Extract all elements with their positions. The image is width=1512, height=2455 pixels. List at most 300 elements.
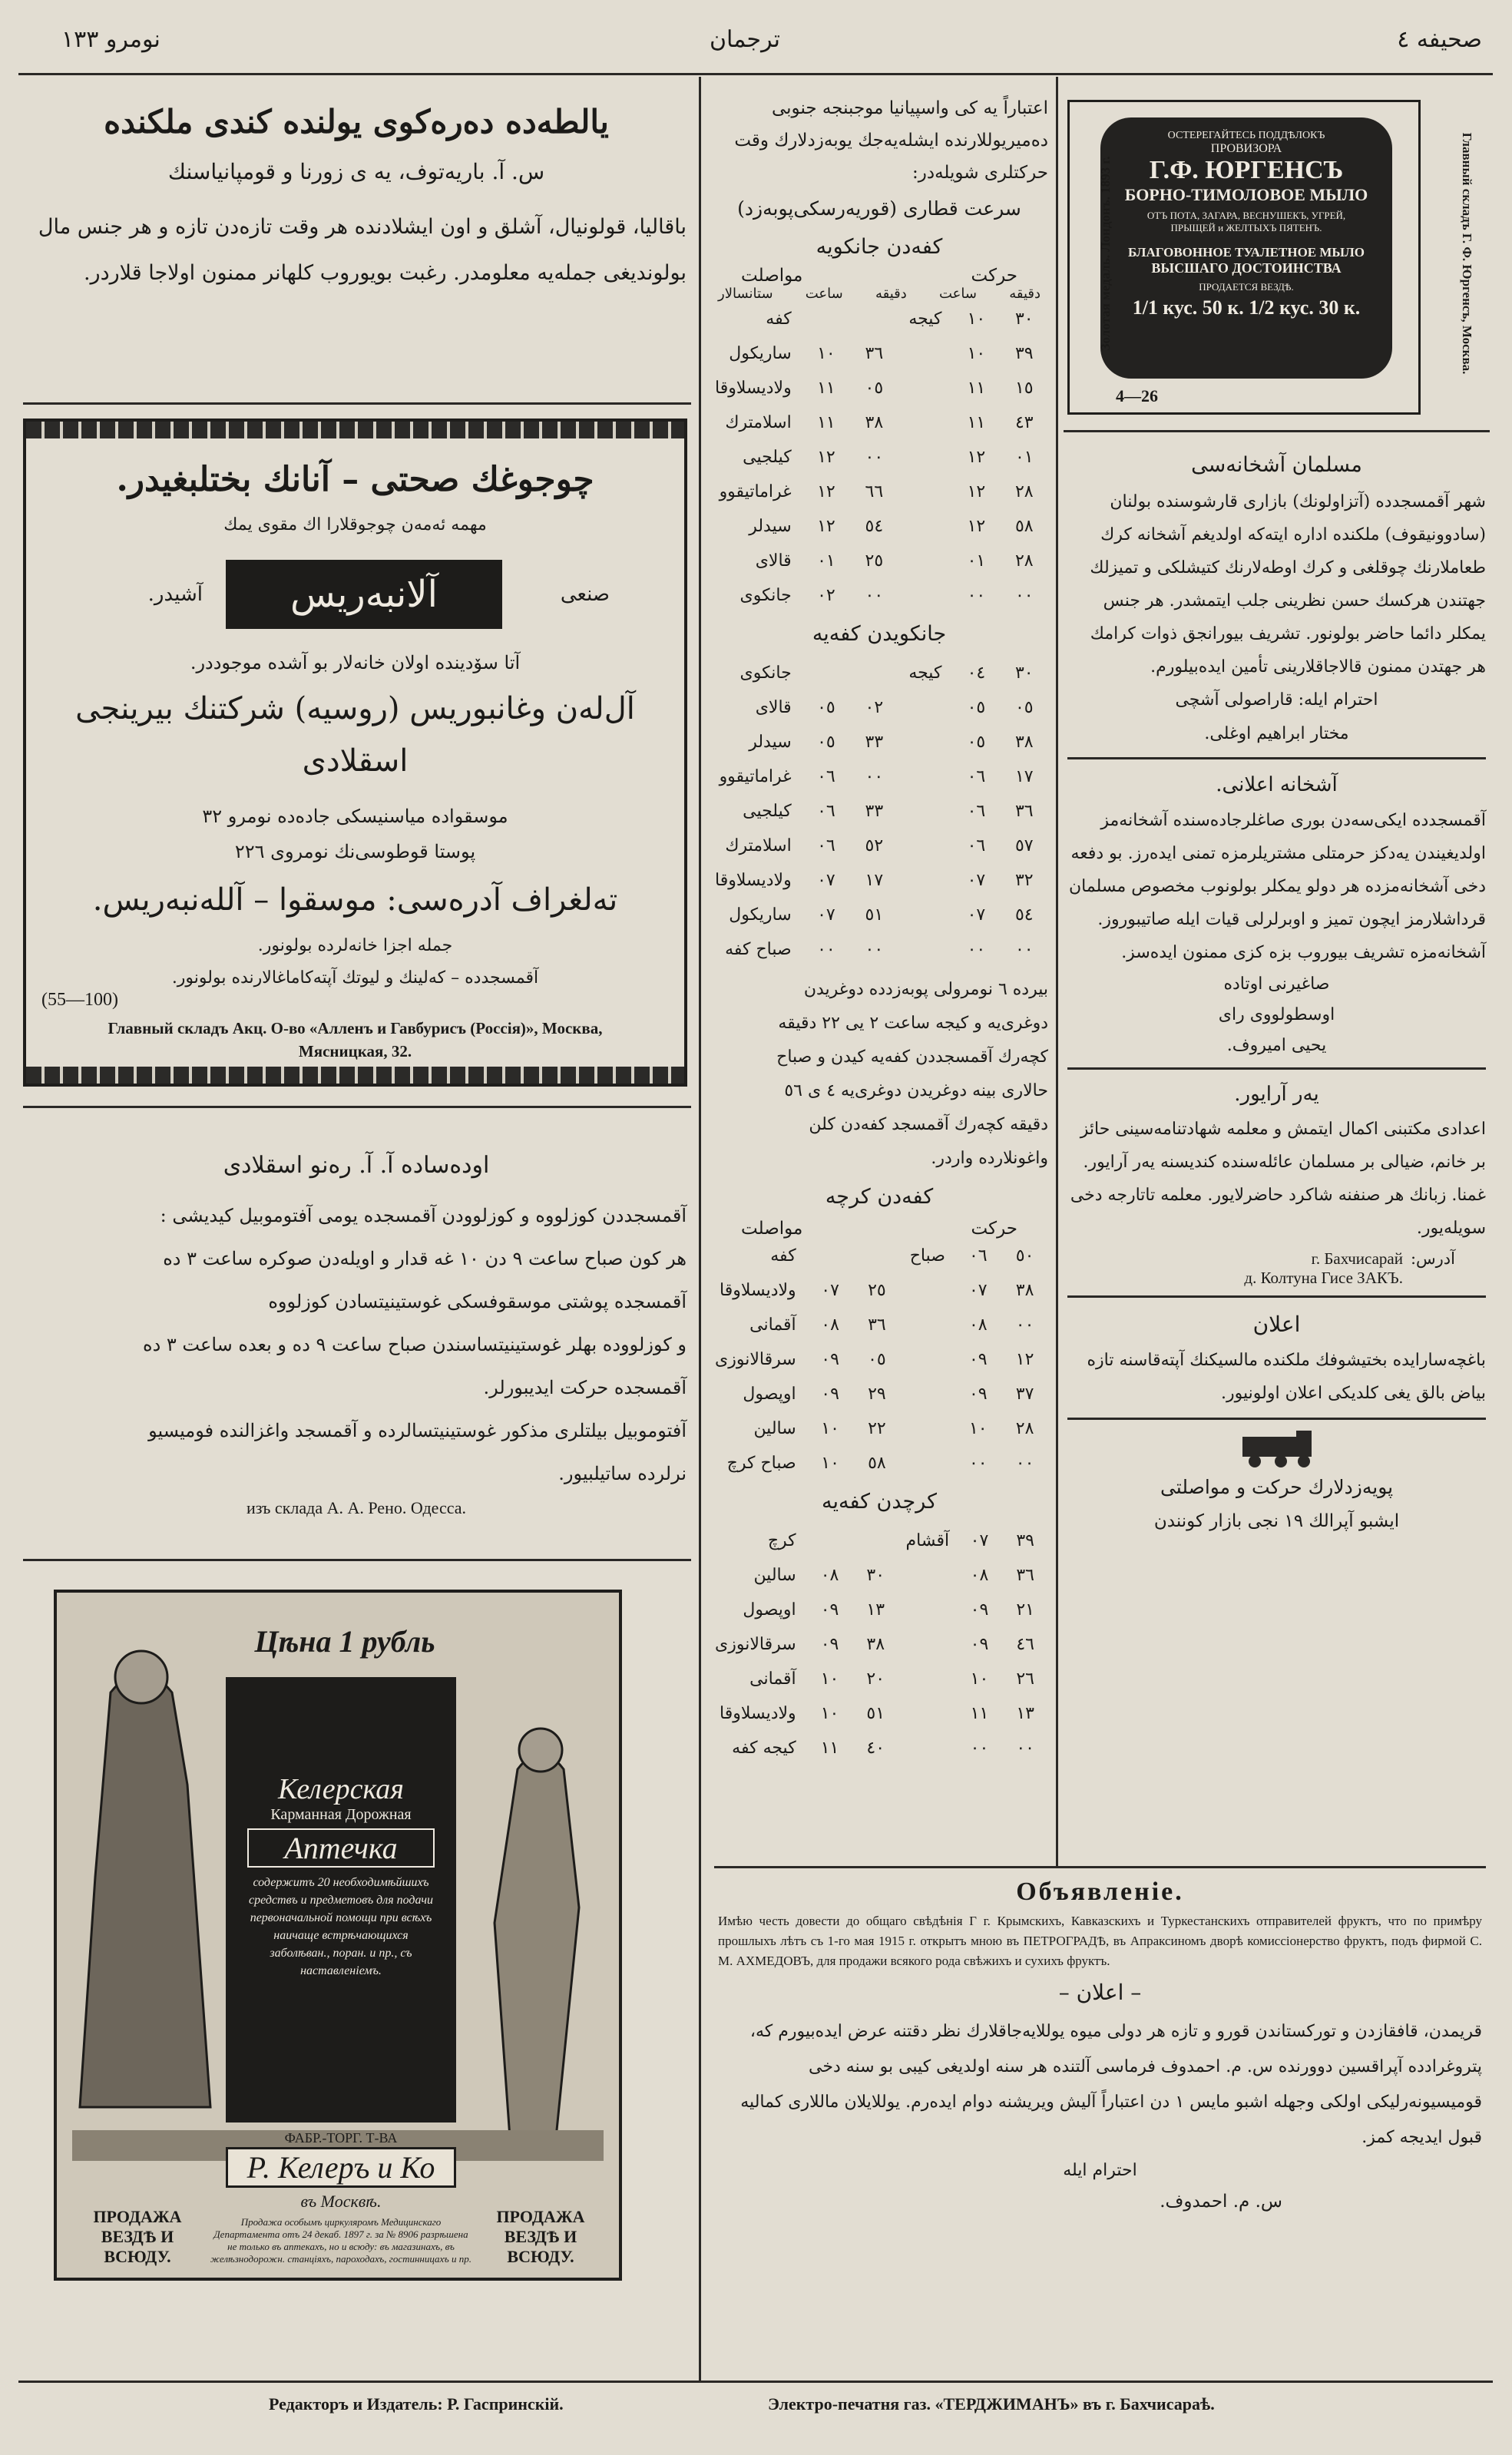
time-cell: ١٧ — [1014, 767, 1034, 786]
time-cell — [900, 1446, 955, 1481]
ahmedov-top-rule — [714, 1866, 1486, 1868]
paper-name: ترجمان — [710, 26, 780, 53]
allen-telegraph: ته‌لغراف آدره‌سى: موسقوا – آلله‌نبه‌ريس. — [92, 882, 618, 918]
table-row — [710, 1524, 1048, 1558]
time-cell: ١٢ — [967, 517, 986, 536]
time-cell: ٣٩ — [1016, 1531, 1034, 1550]
time-cell: ٠٠ — [1014, 940, 1034, 959]
time-cell: ٠٠ — [865, 767, 884, 786]
time-cell: ١١ — [967, 413, 986, 432]
restaurant2-sig2: اوسطولووى راى — [1218, 1005, 1335, 1024]
time-cell — [898, 440, 953, 475]
time-cell — [900, 1377, 955, 1411]
allen-line2-right: صنعى — [560, 583, 610, 606]
notice-title: اعلان — [1252, 1312, 1301, 1337]
allen-postbox: پوستا قوطوسى‌نك نومرو‌ى ٢٢٦ — [234, 841, 476, 862]
keller-banner: Цѣна 1 рубль — [254, 1624, 435, 1659]
time-cell: ٠٠ — [970, 1739, 989, 1758]
page-label: صحيفه ٤ — [1397, 26, 1482, 53]
teacher-addr2: д. Колтуна Гисе ЗАКЪ. — [1244, 1269, 1403, 1287]
notice-rule — [1067, 1418, 1486, 1420]
time-cell: ٣٦ — [1014, 802, 1034, 821]
schedule-intro-3: سرعت قطارى (قوريه‌رسكى‌پوبه‌زد) — [737, 197, 1021, 220]
soap-tag2: ВЫСШАГО ДОСТОИНСТВА — [1151, 260, 1342, 276]
time-cell: ٠٠ — [967, 940, 986, 959]
time-cell: ٠٥ — [967, 698, 986, 717]
time-cell: ٠٠ — [1016, 1739, 1034, 1758]
column-rule-1 — [699, 77, 701, 2381]
soap-ad — [1067, 100, 1421, 415]
allen-hanburys-ad — [23, 419, 687, 1087]
sub-0: دقيقه — [1009, 286, 1041, 302]
time-cell: ٥١ — [865, 905, 884, 925]
keller-maker: Р. Келеръ и Ко — [226, 2147, 456, 2188]
time-cell: ١٢ — [1015, 1350, 1034, 1369]
time-cell: ٠٦ — [967, 836, 986, 855]
time-cell: ٠٩ — [968, 1385, 988, 1404]
keller-sale-right: ПРОДАЖА ВЕЗДѢ И ВСЮДУ. — [496, 2207, 585, 2266]
time-cell — [807, 1524, 853, 1558]
table-row — [710, 794, 1048, 829]
time-cell: آقشام — [905, 1531, 950, 1550]
keller-ad — [54, 1590, 622, 2281]
allen-line2-left: آشيدر. — [147, 583, 203, 606]
time-cell: ١٥ — [1014, 379, 1034, 398]
ahmedov-ru-title: Объявленіе. — [1016, 1878, 1184, 1906]
time-cell: ٠٥ — [1014, 698, 1034, 717]
allen-ru-line2: Мясницкая, 32. — [298, 1042, 412, 1060]
keller-city: въ Москвѣ. — [300, 2192, 382, 2211]
allen-title: چوجوغك صحتى – آنانك بختلبغيدر. — [116, 460, 594, 499]
time-cell — [898, 1593, 957, 1627]
time-cell: ٠٥ — [967, 733, 986, 752]
time-cell: ٢٢ — [868, 1419, 886, 1438]
station-name: كيجه كفه — [732, 1739, 796, 1758]
right-column — [1067, 445, 1486, 1537]
keller-kind: Карманная Дорожная — [270, 1806, 412, 1823]
time-cell: ٣٨ — [1015, 1281, 1034, 1300]
bus-ru-line: изъ склада А. А. Рено. Одесса. — [246, 1498, 467, 1517]
table-row — [710, 1627, 1048, 1662]
time-cell: ٠١ — [967, 551, 986, 571]
time-cell: ٠٧ — [817, 905, 835, 925]
time-cell: ١٠ — [821, 1419, 839, 1438]
time-cell: ٣٩ — [1014, 344, 1034, 363]
time-cell: ٠٧ — [968, 1281, 988, 1300]
footer-editor: Редакторъ и Издатель: Р. Гаспринскій. — [269, 2394, 564, 2414]
time-cell: ٠١ — [817, 551, 835, 571]
allen-ad-code: (55—100) — [41, 990, 118, 1010]
restaurant2-title: آشخانه اعلانى. — [1216, 773, 1338, 796]
time-cell: ٠٠ — [865, 448, 884, 467]
bus-line-1: هر كون صباح ساعت ٩ دن ١٠ غه قدار و اويله‌دن صوكره ساعت ٣ ده — [163, 1248, 687, 1269]
station-name: كفه — [770, 1246, 796, 1266]
time-cell: ١٢ — [967, 448, 986, 467]
time-cell: ٣٨ — [1014, 733, 1034, 752]
time-cell — [898, 1662, 957, 1696]
bus-line-6: نرلرده ساتيلبيور. — [558, 1463, 687, 1484]
time-cell — [898, 405, 953, 440]
note-line-0: بيرده ٦ نومرولى پوبه‌زدده دوغريدن — [803, 980, 1048, 999]
schedule-subheader — [710, 286, 1048, 302]
time-cell: ٠٨ — [820, 1566, 839, 1585]
ahmedov-sig1: احترام ايله — [1063, 2161, 1137, 2180]
restaurant2-sig3: يحيى اميروف. — [1226, 1036, 1327, 1055]
time-cell: ٥١ — [866, 1704, 885, 1723]
time-cell: ٠٨ — [970, 1566, 989, 1585]
time-cell: ٠٧ — [821, 1281, 839, 1300]
time-cell: ٦٦ — [865, 482, 884, 501]
time-cell — [900, 1411, 955, 1446]
keller-permit: Продажа особымъ циркуляромъ Медицинскаго Департамента отъ 24 декаб. 1897 г. за № 8906 разрѣшена не только въ аптекахъ, но и всюду: въ магазинахъ, въ желѣзнодорожн. станціяхъ, пароходахъ, гостинницахъ и пр. — [210, 2216, 471, 2265]
table-row — [710, 863, 1048, 898]
head-right: حركت — [971, 266, 1017, 286]
time-cell: ١٢ — [817, 517, 835, 536]
table-row — [710, 690, 1048, 725]
table-row — [710, 1696, 1048, 1731]
time-cell — [898, 794, 953, 829]
time-cell: ٠٨ — [821, 1315, 839, 1335]
allen-brand: آلانبه‌ريس — [289, 573, 438, 616]
note-line-1: دوغرى‌يه و كيجه ساعت ٢ يى ٢٢ دقيقه — [778, 1014, 1048, 1033]
time-cell: ٠٩ — [968, 1350, 988, 1369]
time-cell: ٢١ — [1016, 1600, 1034, 1620]
time-cell: ٠٩ — [820, 1635, 839, 1654]
time-cell: ٠٩ — [820, 1600, 839, 1620]
schedule-table-1 — [710, 302, 1048, 613]
time-cell — [900, 1342, 955, 1377]
time-cell: ٥٢ — [865, 836, 884, 855]
robed-figure-head — [115, 1651, 167, 1703]
station-name: ولاديسلاوقا — [719, 1704, 796, 1723]
time-cell — [898, 1731, 957, 1765]
time-cell: ٥٤ — [1014, 905, 1034, 925]
station-name: كفه — [766, 309, 792, 329]
table-row — [710, 829, 1048, 863]
time-cell: ٠٠ — [967, 586, 986, 605]
station-name: غراماتيقوو — [719, 482, 792, 501]
time-cell: ٣٢ — [1014, 871, 1034, 890]
station-name: قالاى — [755, 551, 792, 571]
sub-1: ساعت — [938, 286, 977, 302]
allen-address: موسقواده مياسنيسكى جاده‌ده نومرو ٣٢ — [202, 806, 508, 827]
head-right-2: حركت — [971, 1219, 1017, 1239]
table-row — [710, 440, 1048, 475]
table-row — [710, 405, 1048, 440]
time-cell: ٥٨ — [868, 1454, 886, 1473]
time-cell — [898, 759, 953, 794]
station-name: قالاى — [755, 698, 792, 717]
head-left-2: مواصلت — [741, 1219, 803, 1239]
station-name: ولاديسلاوقا — [715, 871, 792, 890]
time-cell — [898, 863, 953, 898]
time-cell: كيجه — [908, 663, 942, 683]
time-cell: ٠٧ — [817, 871, 835, 890]
station-name: سالين — [753, 1566, 796, 1585]
time-cell: ٠٢ — [865, 698, 884, 717]
time-cell: ٠٧ — [970, 1531, 989, 1550]
time-cell: ١١ — [967, 379, 986, 398]
time-cell: ٠٥ — [817, 698, 835, 717]
time-cell: ٠٤ — [967, 663, 986, 683]
time-cell: ٣٧ — [1015, 1385, 1034, 1404]
train-times-line1: پويه‌زدلارك حركت و مواصلتى — [1160, 1476, 1394, 1498]
time-cell: ١٠ — [970, 1669, 989, 1689]
time-cell: ١١ — [817, 379, 835, 398]
station-name: آقمانى — [749, 1669, 796, 1689]
soap-logo — [1100, 117, 1392, 379]
time-cell: ٢٨ — [1014, 482, 1034, 501]
header-rule — [18, 73, 1493, 75]
station-name: جانكوى — [739, 586, 792, 605]
schedule-column — [710, 92, 1048, 1765]
table-row — [710, 336, 1048, 371]
bus-line-3: و كوزلووده بهلر غوستينيتساسندن صباح ساعت ٩ ده و بعده ساعت ٣ ده — [143, 1334, 687, 1355]
table-row — [710, 932, 1048, 967]
time-cell: ٠٠ — [1015, 1454, 1034, 1473]
station-name: ساريكول — [729, 905, 792, 925]
table-row — [710, 1558, 1048, 1593]
soap-title2: Г.Ф. ЮРГЕНСЪ — [1149, 156, 1344, 184]
time-cell: كيجه — [908, 309, 942, 329]
soap-title1: ПРОВИЗОРА — [1210, 142, 1282, 155]
soap-code: 4—26 — [1116, 386, 1158, 405]
table-row — [710, 759, 1048, 794]
time-cell — [898, 544, 953, 578]
footer-printer: Электро-печатня газ. «ТЕРДЖИМАНЪ» въ г. Бахчисараѣ. — [768, 2394, 1215, 2414]
table-row — [710, 1411, 1048, 1446]
section-title-3: كفه‌دن كرچه — [825, 1185, 934, 1209]
time-cell: ٤٣ — [1014, 413, 1034, 432]
note-line-2: كچه‌رك آقمسجددن كفه‌يه كيدن و صباح — [776, 1047, 1048, 1067]
time-cell — [898, 578, 953, 613]
yalta-title: يالطه‌ده ده‌ره‌كوى يولنده كندى ملكنده — [104, 103, 609, 141]
time-cell — [850, 302, 898, 336]
keller-desc: содержитъ 20 необходимѣйшихъ средствъ и предметовъ для подачи первоначальной помощи при всѣхъ наичаще встрѣчающихся заболѣван., поран. и пр., съ наставленіемъ. — [249, 1876, 433, 1977]
ornament-border-top — [26, 422, 684, 438]
head-left: مواصلت — [741, 266, 803, 286]
section-title-1: كفه‌دن جانكويه — [816, 235, 943, 259]
time-cell — [898, 898, 953, 932]
bus-line-2: آقمسجده پوشتى موسقوفسكى غوستينيتسادن كوزلووه — [268, 1291, 687, 1312]
restaurant2-sig1: صاغيرنى اوتاده — [1223, 974, 1330, 994]
station-name: جانكوى — [739, 663, 792, 683]
time-cell: ٣٠ — [866, 1566, 885, 1585]
time-cell: ٠٩ — [821, 1350, 839, 1369]
time-cell: ٠٦ — [967, 767, 986, 786]
time-cell — [898, 932, 953, 967]
time-cell: ٢٨ — [1014, 551, 1034, 571]
station-name: اسلامترك — [725, 836, 792, 855]
time-cell: ٢٠ — [866, 1669, 885, 1689]
time-cell — [900, 1273, 955, 1308]
schedule-table-2 — [710, 656, 1048, 967]
allen-line4: جمله اجزا خانه‌لرده بولونور. — [257, 936, 453, 955]
winged-figure-head — [519, 1729, 562, 1772]
time-cell — [802, 656, 850, 690]
teacher-rule — [1067, 1295, 1486, 1298]
train-icon — [1235, 1428, 1319, 1470]
allen-company: آل‌له‌ن وغانبوريس (روسيه) شركتنك بيرينجى اسقلادى — [75, 691, 635, 779]
station-name: سيدلر — [749, 733, 792, 752]
time-cell: ٣٣ — [865, 733, 884, 752]
time-cell: ٢٥ — [868, 1281, 886, 1300]
footer-rule — [18, 2381, 1493, 2383]
restaurant2-body: آقمسجدده ايكى‌سه‌دن بورى صاغلرجاده‌سنده آشخانه‌مز اولديغيندن يه‌دكز حرمتلى مشتريلرمزه تمنى ايده‌رز. بو دفعه دخى آشخانه‌مزده هر دولو يمكلر بولونوب مخصوص مسلمان قرداشلارمز ايچون تميز و اوبرلرلى قيات ايله صاتيبوروز. آشخانه‌مزه تشريف بيوروب بزه كزى ممنون ايده‌سز. — [1069, 811, 1486, 962]
time-cell: ٠٠ — [817, 940, 835, 959]
time-cell: ١٢ — [967, 482, 986, 501]
time-cell: ٢٥ — [865, 551, 884, 571]
time-cell: ٠٩ — [970, 1635, 989, 1654]
table-row — [710, 725, 1048, 759]
keller-product: Аптечка — [247, 1828, 435, 1868]
time-cell: ٠٦ — [817, 836, 835, 855]
time-cell: ١١ — [817, 413, 835, 432]
teacher-address — [1067, 1249, 1486, 1288]
time-cell: ١٣ — [1016, 1704, 1034, 1723]
station-name: كرچ — [767, 1531, 796, 1550]
soap-uses: ОТЪ ПОТА, ЗАГАРА, ВЕСНУШЕКЪ, УГРЕЙ, ПРЫЩЕЙ и ЖЕЛТЫХЪ ПЯТЕНЪ. — [1146, 210, 1346, 233]
soap-side-right: Главный складъ Г. Ф. Юргенсъ, Москва. — [1460, 132, 1474, 375]
bus-title: اوده‌ساده آ. آ. ره‌نو اسقلادى — [223, 1152, 490, 1179]
section-title-4: كرچدن كفه‌يه — [821, 1490, 937, 1514]
station-name: سيدلر — [749, 517, 792, 536]
station-name: سرقالانوزى — [715, 1350, 796, 1369]
keller-panel — [226, 1677, 456, 2122]
time-cell: ١٠ — [967, 309, 986, 329]
time-cell: ٠٥ — [868, 1350, 886, 1369]
time-cell — [898, 1696, 957, 1731]
station-name: اوپصول — [743, 1385, 796, 1404]
time-cell: ٠٧ — [967, 871, 986, 890]
time-cell: ٠٥ — [817, 733, 835, 752]
table-row — [710, 898, 1048, 932]
teacher-addr-label: آدرس: — [1410, 1249, 1455, 1268]
restaurant-title: مسلمان آشخانه‌سى — [1191, 453, 1362, 477]
schedule-table-4 — [710, 1524, 1048, 1765]
time-cell — [898, 336, 953, 371]
restaurant-body: شهر آقمسجدده (آتزاولونك) بازارى قارشوسنده بولنان (سادوونيقوف) ملكنده اداره ايته‌كه اولديغم آشخانه كرك طعاملارنك چوقلغى و كرك اوطه‌لارنك كتيشلكى و تميزلك جهتندن هركسك حسن نظرينى جلب ايتمشدر. هر جنس يمكلر دائما حاضر بولونور. تشريف بيورانجق ذوات كرامك هر جهتدن ممنون قالاجاقلارينى تأمين ايده‌بيلورم. — [1090, 492, 1486, 677]
allen-ru-line1: Главный складъ Акц. О-во «Алленъ и Гавбурисъ (Россія)», Москва, — [108, 1019, 603, 1037]
restaurant-sig1: احترام ايله: قاراصولى آشچى — [1175, 690, 1378, 710]
soap-rule — [1064, 430, 1490, 432]
time-cell: ٠٠ — [1015, 1315, 1034, 1335]
station-name: صباح كرچ — [726, 1454, 796, 1473]
time-cell — [898, 509, 953, 544]
station-name: كيلجيى — [743, 802, 792, 821]
time-cell: ٠٦ — [817, 802, 835, 821]
time-cell: ١٠ — [820, 1704, 839, 1723]
yalta-body: باقاليا، قولونيال، آشلق و اون ايشلادنده هر وقت تازه‌دن تازه و هر جنس مال بولونديغى جمله‌يه معلومدر. رغبت بويوروب كلهانر ممنون اولاجا قلاردر. — [38, 215, 687, 285]
section-title-2: جانكويدن كفه‌يه — [812, 622, 947, 646]
restaurant-sig2: مختار ابراهيم اوغلى. — [1204, 724, 1349, 743]
table-row — [710, 1308, 1048, 1342]
time-cell: ١٢ — [817, 448, 835, 467]
station-name: ولاديسلاوقا — [719, 1281, 796, 1300]
table-row — [710, 371, 1048, 405]
time-cell: ١٧ — [865, 871, 884, 890]
time-cell: ٢٩ — [868, 1385, 886, 1404]
time-cell: صباح — [909, 1246, 945, 1266]
renault-bus-ad — [26, 1152, 687, 1528]
time-cell — [900, 1308, 955, 1342]
yalta-rule — [23, 402, 691, 405]
soap-oval-top: ОСТЕРЕГАЙТЕСЬ ПОДДѢЛОКЪ — [1167, 130, 1325, 141]
time-cell: ٠٦ — [968, 1246, 988, 1266]
table-row — [710, 1342, 1048, 1377]
table-row — [710, 302, 1048, 336]
station-name: صباح كفه — [725, 940, 792, 959]
table-row — [710, 1239, 1048, 1273]
time-cell: ٠٢ — [817, 586, 835, 605]
time-cell: ١١ — [820, 1739, 839, 1758]
time-cell: ٠٩ — [970, 1600, 989, 1620]
table-row — [710, 1593, 1048, 1627]
teacher-addr1: г. Бахчисарай — [1311, 1249, 1403, 1268]
station-name: اوپصول — [743, 1600, 796, 1620]
time-cell: ١٠ — [968, 1419, 988, 1438]
time-cell: ٠٩ — [821, 1385, 839, 1404]
sub-3: ساعت — [805, 286, 843, 302]
station-name: آقمانى — [749, 1315, 796, 1335]
time-cell: ٠٠ — [1014, 586, 1034, 605]
station-name: كيلجيى — [743, 448, 792, 467]
bus-line-5: آفتوموبيل بيلتلرى مذكور غوستينيتسالرده و آقمسجد واغزالنده فوميسيو — [148, 1420, 687, 1441]
time-cell: ٠٥ — [865, 379, 884, 398]
time-cell — [898, 725, 953, 759]
time-cell: ١٠ — [820, 1669, 839, 1689]
keller-brand: Келерская — [278, 1773, 404, 1805]
soap-price: 1/1 кус. 50 к. 1/2 кус. 30 к. — [1132, 296, 1361, 319]
station-name: ساريكول — [729, 344, 792, 363]
soap-side-left: Золотая медаль. Лондонъ. 1893 г. — [1098, 156, 1113, 351]
bus-line-0: آقمسجددن كوزلووه و كوزلوودن آقمسجده يومى آفتوموبيل كيديشى : — [160, 1205, 687, 1226]
restaurant2-rule — [1067, 1067, 1486, 1070]
station-name: سالين — [753, 1419, 796, 1438]
time-cell: ٥٧ — [1014, 836, 1034, 855]
note-line-4: دقيقه كچه‌رك آقمسجد كفه‌دن كلن — [809, 1115, 1048, 1134]
table-row — [710, 475, 1048, 509]
note-line-5: واغونلارده واردر. — [931, 1149, 1048, 1168]
time-cell — [898, 371, 953, 405]
schedule-intro-0: اعتباراً يه كى واسپيانيا موجبنجه جنوبى — [771, 98, 1048, 118]
table-row — [710, 1273, 1048, 1308]
time-cell — [898, 475, 953, 509]
time-cell: ١٣ — [866, 1600, 885, 1620]
time-cell: ٣٠ — [1014, 663, 1034, 683]
station-name: اسلامترك — [725, 413, 792, 432]
time-cell — [850, 656, 898, 690]
time-cell — [898, 690, 953, 725]
ahmedov-ad — [718, 1878, 1482, 2338]
column-rule-2 — [1056, 77, 1058, 1866]
train-times-line2: ايشبو آپرالك ١٩ نجى بازار كونندن — [1153, 1511, 1400, 1531]
note-line-3: حالارى بينه دوغريدن دوغرى‌يه ٤ ى ٥٦ — [784, 1081, 1048, 1100]
time-cell — [802, 302, 850, 336]
time-cell — [898, 829, 953, 863]
time-cell: ٠٠ — [865, 940, 884, 959]
time-cell: ٥٨ — [1014, 517, 1034, 536]
schedule-table-3 — [710, 1239, 1048, 1481]
time-cell: ٤٦ — [1016, 1635, 1034, 1654]
soap-tag1: БЛАГОВОННОЕ ТУАЛЕТНОЕ МЫЛО — [1127, 245, 1365, 260]
time-cell: ٠٠ — [865, 586, 884, 605]
time-cell: ٣٦ — [868, 1315, 886, 1335]
teacher-body: اعدادى مكتبنى اكمال ايتمش و معلمه شهادتنامه‌سينى حائز بر خانم، ضيالى بر مسلمان عائله‌سنده كنديسنه يه‌ر آرايور. غمنا. زبانك هر صنفنه شاكرد حاضرلايور. معلمه تاتارجه دخى سويله‌يور. — [1070, 1120, 1486, 1238]
time-cell — [852, 1524, 898, 1558]
allen-line1: مهمه ئه‌مه‌ن چوجوقلارا اك مقوى يمك — [223, 515, 487, 534]
restaurant-rule — [1067, 757, 1486, 759]
